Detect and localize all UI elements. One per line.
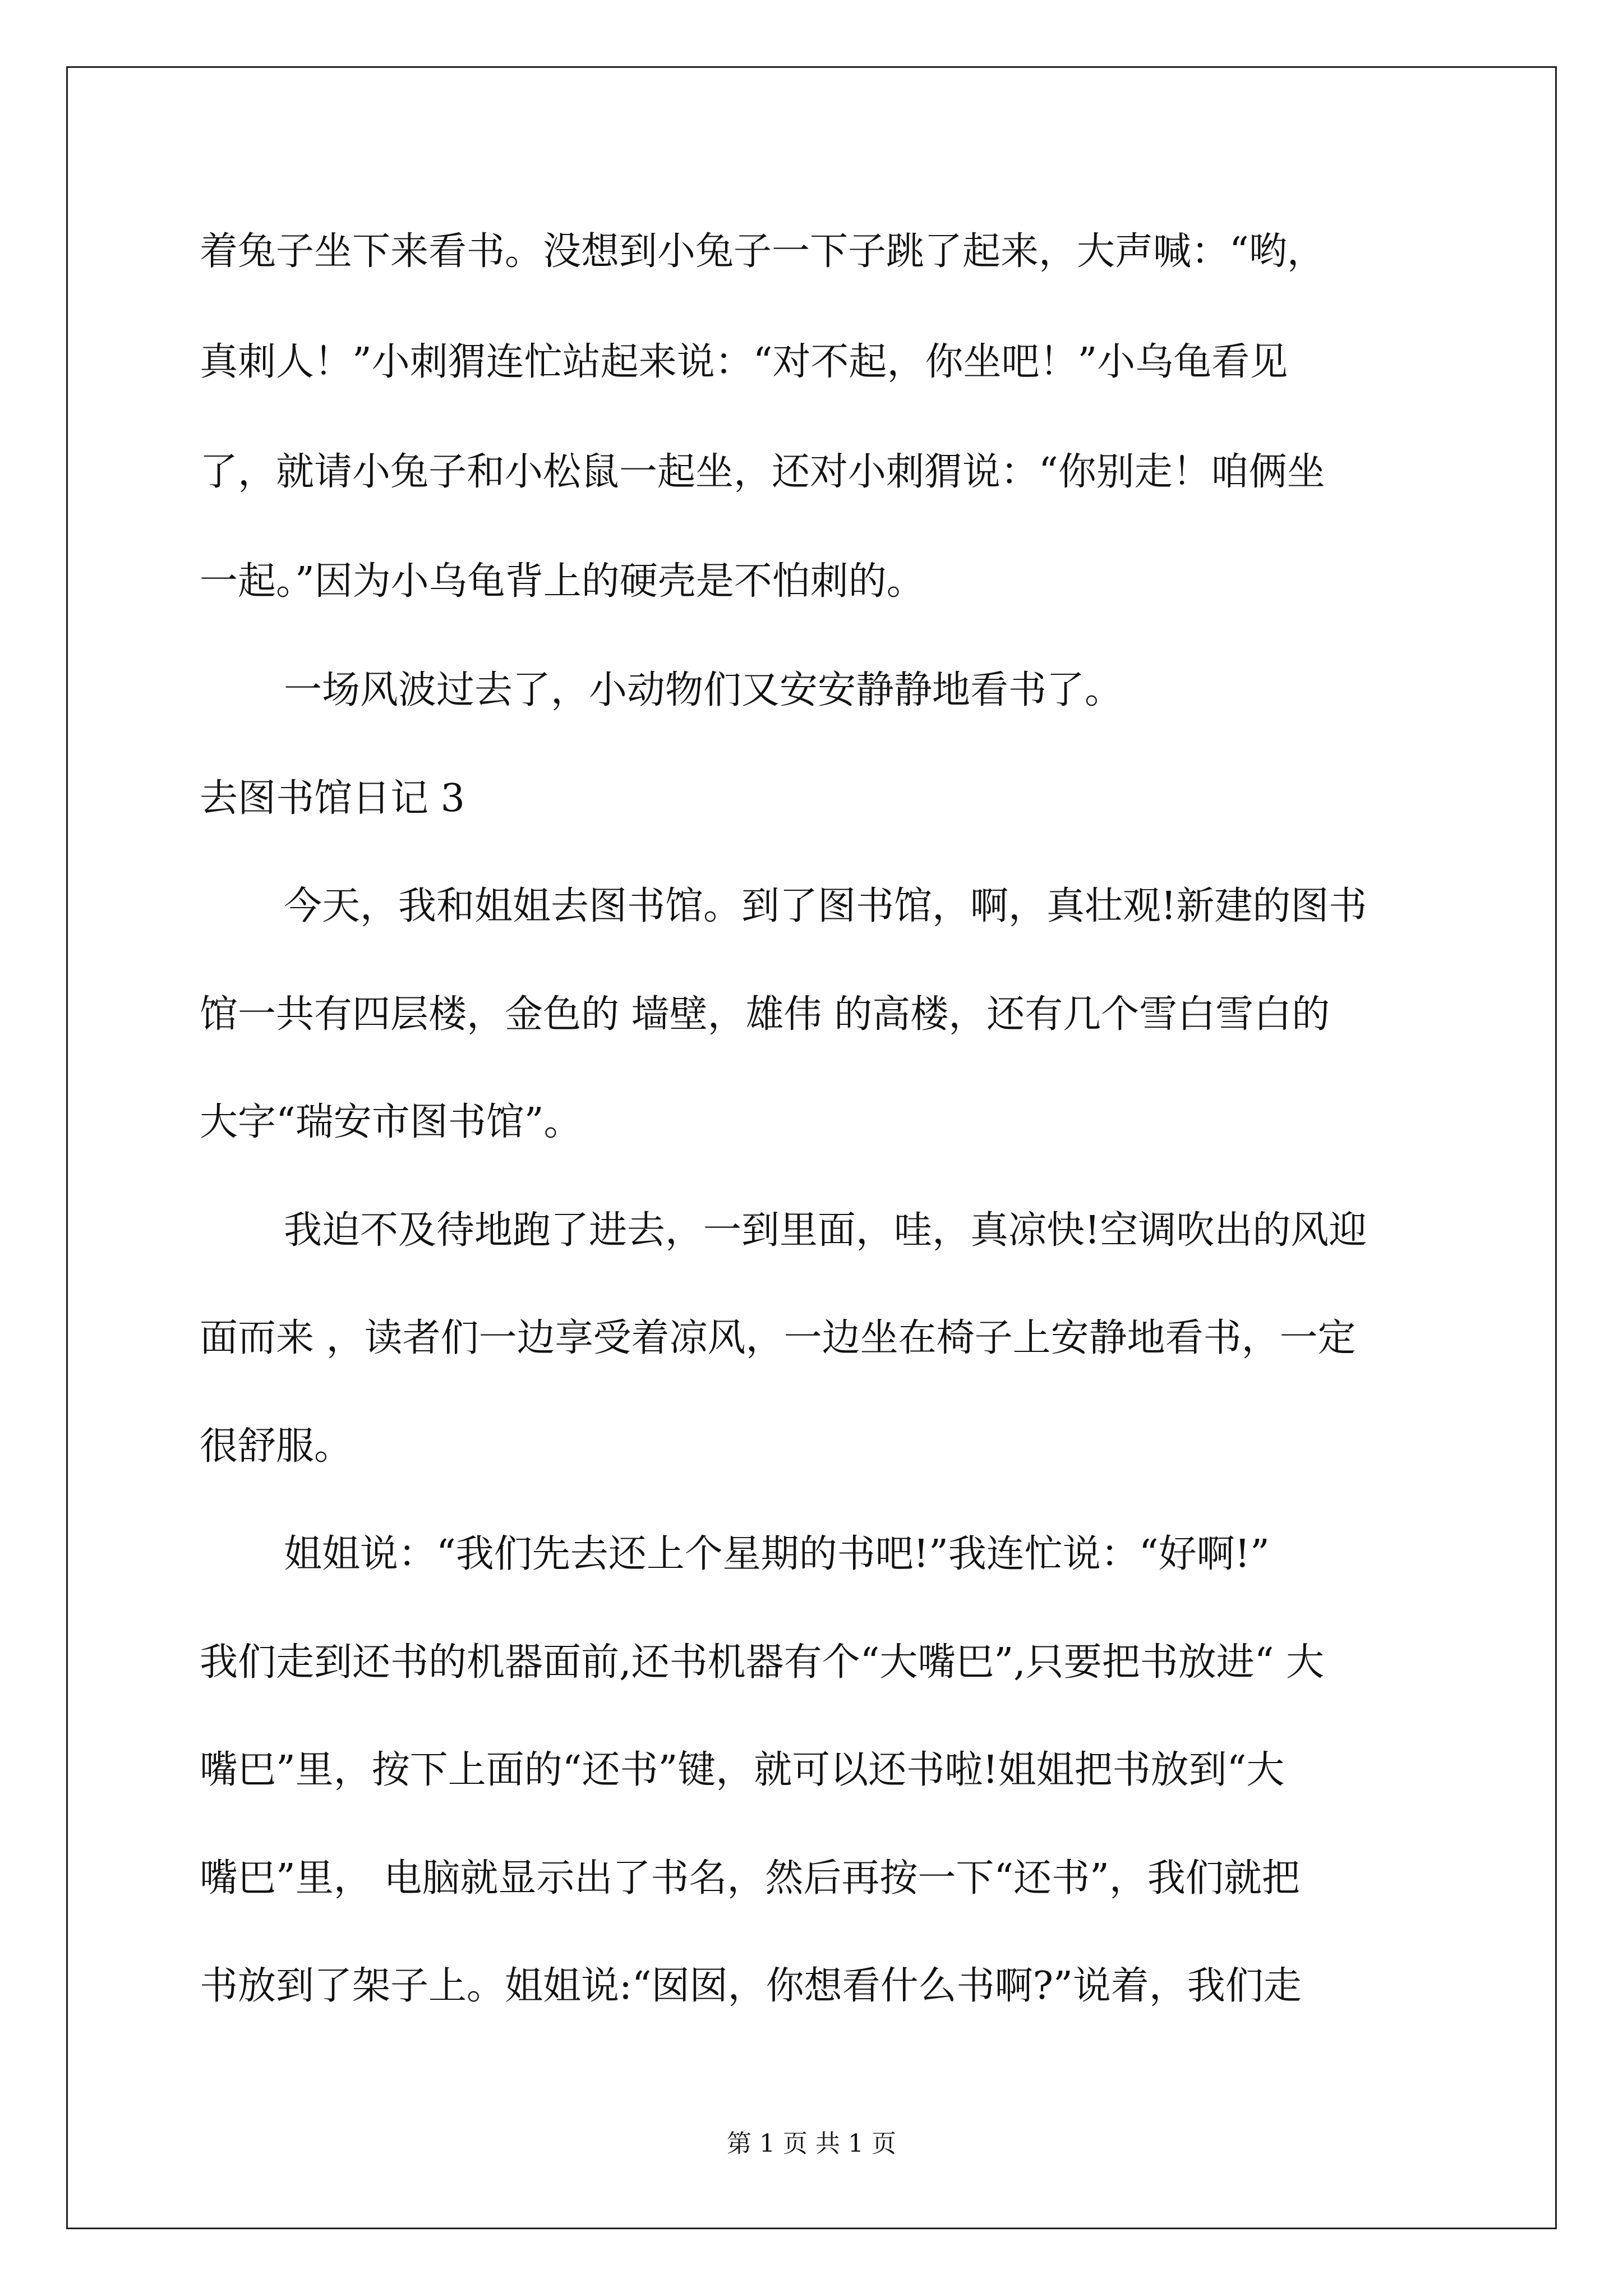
paragraph-first-line: 一场风波过去了，小动物们又安安静静地看书了。 — [284, 668, 1123, 712]
paragraph-first-line: 我迫不及待地跑了进去，一到里面，哇，真凉快!空调吹出的风迎 — [284, 1208, 1367, 1253]
text-line: 馆一共有四层楼，金色的 墙壁，雄伟 的高楼，还有几个雪白雪白的 — [200, 992, 1330, 1037]
section-heading: 去图书馆日记 3 — [200, 776, 465, 821]
text-line: 了，就请小兔子和小松鼠一起坐，还对小刺猬说：“你别走！咱俩坐 — [200, 450, 1325, 494]
text-line: 着兔子坐下来看书。没想到小兔子一下子跳了起来，大声喊：“哟， — [200, 229, 1325, 274]
text-line: 嘴巴”里， 电脑就显示出了书名，然后再按一下“还书”，我们就把 — [200, 1856, 1300, 1901]
paragraph-first-line: 姐姐说：“我们先去还上个星期的书吧!”我连忙说：“好啊!” — [284, 1532, 1270, 1576]
text-line: 面而来 ，读者们一边享受着凉风，一边坐在椅子上安静地看书，一定 — [200, 1316, 1356, 1360]
paragraph-first-line: 今天，我和姐姐去图书馆。到了图书馆，啊，真壮观!新建的图书 — [284, 884, 1367, 928]
text-line: 书放到了架子上。姐姐说:“囡囡，你想看什么书啊?”说着，我们走 — [200, 1964, 1302, 2008]
text-line: 嘴巴”里，按下上面的“还书”键，就可以还书啦!姐姐把书放到“大 — [200, 1748, 1285, 1792]
text-line: 一起。”因为小乌龟背上的硬壳是不怕刺的。 — [200, 559, 925, 604]
text-line: 大字“瑞安市图书馆”。 — [200, 1100, 582, 1144]
page-frame — [66, 66, 1557, 2229]
page-footer: 第 1 页 共 1 页 — [727, 2129, 896, 2158]
text-line: 我们走到还书的机器面前,还书机器有个“大嘴巴”,只要把书放进“ 大 — [200, 1640, 1325, 1685]
text-line: 很舒服。 — [200, 1424, 353, 1469]
text-line: 真刺人！”小刺猬连忙站起来说：“对不起，你坐吧！”小乌龟看见 — [200, 340, 1288, 384]
